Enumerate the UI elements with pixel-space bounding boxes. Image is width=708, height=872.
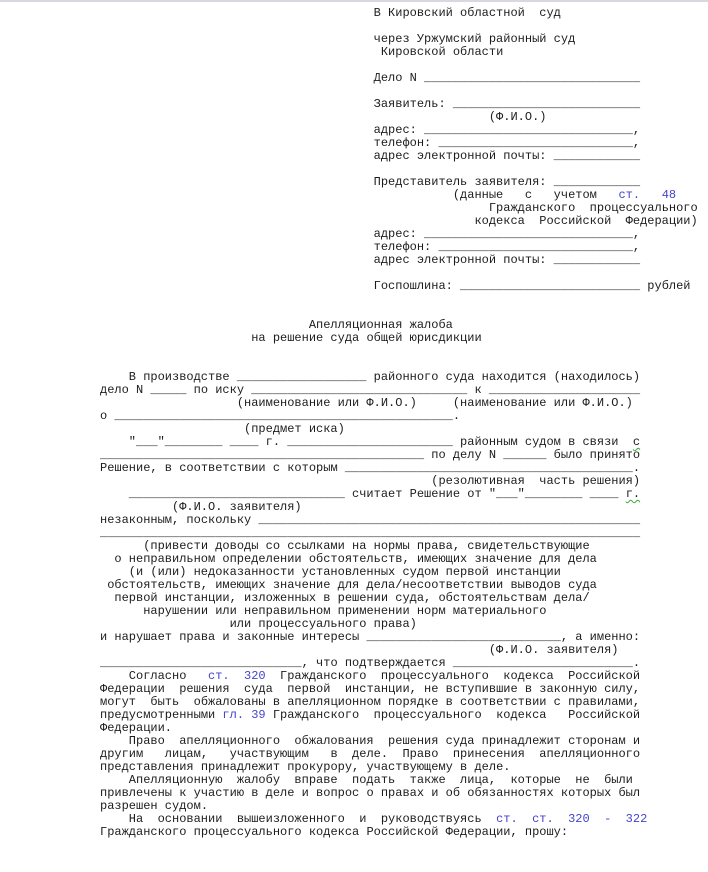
text-segment: Право апелляционного обжалования решения суда принадлежит сторонам и <box>128 734 641 748</box>
text-segment: (Ф.И.О.) <box>488 110 547 124</box>
text-segment: адрес электронной почты: ____________ <box>373 149 641 163</box>
text-segment: _____________________________________________ по делу N ______ было принято <box>100 448 641 462</box>
legal-reference-link[interactable]: ст. ст. 320 - 322 <box>496 812 648 826</box>
text-segment: телефон: ___________________________, <box>373 136 641 150</box>
text-segment: незаконным, поскольку _____________________________________________________ <box>100 513 641 527</box>
text-segment: о _______________________________________________. <box>100 409 461 423</box>
document-line <box>100 410 708 423</box>
document-line <box>100 709 708 722</box>
text-segment: первой инстанции, изложенных в решении суда, обстоятельствам дела/ <box>114 591 590 605</box>
text-segment: (резолютивная часть решения) <box>431 474 641 488</box>
document-line <box>100 280 708 293</box>
document-line <box>100 293 708 306</box>
text-segment: В Кировский областной суд <box>373 6 561 20</box>
document-line <box>100 72 708 85</box>
text-segment: На основании вышеизложенного и руководствуясь <box>128 812 497 826</box>
text-segment: Гражданского процессуального <box>488 201 698 215</box>
document-line <box>100 254 708 267</box>
text-segment: дело N _____ по иску ______________________________ к _____________________ <box>100 383 641 397</box>
text-segment: предусмотренными <box>100 708 223 722</box>
text-segment: ______________________________ считает Решение от "___"________ ____ <box>128 487 626 501</box>
text-segment: на решение суда общей юрисдикции <box>251 331 482 345</box>
text-segment: Согласно <box>128 669 209 683</box>
legal-reference-link[interactable]: ст. 320 <box>208 669 266 683</box>
text-segment: В производстве __________________ районного суда находится (находилось) <box>128 370 641 384</box>
text-segment: Гражданского процессуального кодекса Российской Федерации, прошу: <box>100 825 569 839</box>
text-segment: "___"________ ____ г. _______________________ районным судом в связи <box>128 435 633 449</box>
document-line <box>100 332 708 345</box>
legal-reference-link[interactable]: гл. 39 <box>222 708 266 722</box>
text-segment: телефон: ___________________________, <box>373 240 641 254</box>
text-segment: (предмет иска) <box>244 422 345 436</box>
text-segment: Госпошлина: _________________________ рублей <box>373 279 691 293</box>
text-segment: Федерации. <box>100 721 173 735</box>
text-segment: (данные с учетом <box>452 188 619 202</box>
text-segment: или процессуального права) <box>229 617 417 631</box>
text-segment: Кировской области <box>380 45 504 59</box>
text-segment: привлечены к участию в деле и вопрос о правах и об обязанностях которых был <box>100 786 641 800</box>
text-segment: (Ф.И.О. заявителя) <box>488 643 619 657</box>
document-line <box>100 150 708 163</box>
text-segment: (и (или) недоказанности установленных судом первой инстанции <box>128 565 561 579</box>
text-segment: Федерации решения суда первой инстанции, не вступившие в законную силу, <box>100 682 641 696</box>
text-segment: разрешен судом. <box>100 799 209 813</box>
text-segment: ____________________________, что подтверждается _________________________. <box>100 656 641 670</box>
text-segment: Решение, в соответствии с которым ________________________________________. <box>100 461 641 475</box>
text-segment: представления принадлежит прокурору, участвующему в деле. <box>100 760 511 774</box>
text-segment: другим лицам, участвующим в деле. Право принесения апелляционного <box>100 747 641 761</box>
text-segment: о неправильном определении обстоятельств, имеющих значение для дела <box>114 552 597 566</box>
text-segment: Гражданского процессуального кодекса Российской <box>265 708 641 722</box>
text-segment: ___________________________________________________________________________ <box>100 526 641 540</box>
text-segment: нарушении или неправильном применении норм материального <box>143 604 547 618</box>
text-segment: могут быть обжалованы в апелляционном порядке в соответствии с правилами, <box>100 695 641 709</box>
text-segment: адрес: _____________________________, <box>373 123 641 137</box>
text-segment: обстоятельств, имеющих значение для дела/несоответствии выводов суда <box>107 578 597 592</box>
document-line <box>100 826 708 839</box>
legal-reference-link[interactable]: ст. 48 <box>618 188 677 202</box>
text-segment: через Уржумский районный суд <box>373 32 576 46</box>
document-line <box>100 345 708 358</box>
text-segment: (наименование или Ф.И.О.) (наименование или Ф.И.О.) <box>236 396 633 410</box>
text-segment: и нарушает права и законные интересы ___________________________, а именно: <box>100 630 641 644</box>
document-line <box>100 46 708 59</box>
text-segment: Апелляционную жалобу вправе подать также лица, которые не были <box>128 773 633 787</box>
document <box>0 2 708 839</box>
document-line <box>100 98 708 111</box>
text-segment: Представитель заявителя: ____________ <box>373 175 641 189</box>
document-line <box>100 7 708 20</box>
text-segment: адрес электронной почты: ____________ <box>373 253 641 267</box>
text-segment: адрес: _____________________________, <box>373 227 641 241</box>
text-segment: кодекса Российской Федерации) <box>474 214 698 228</box>
text-segment: Дело N ______________________________ <box>373 71 641 85</box>
text-segment: (Ф.И.О. заявителя) <box>172 500 302 514</box>
text-segment: Гражданского процессуального кодекса Российской <box>265 669 641 683</box>
spellchecked-word: с <box>632 435 641 449</box>
spellchecked-word: г. <box>625 487 641 501</box>
text-segment: (привести доводы со ссылками на нормы права, свидетельствующие <box>143 539 590 553</box>
text-segment: Заявитель: __________________________ <box>373 97 641 111</box>
text-segment: Апелляционная жалоба <box>308 318 453 332</box>
